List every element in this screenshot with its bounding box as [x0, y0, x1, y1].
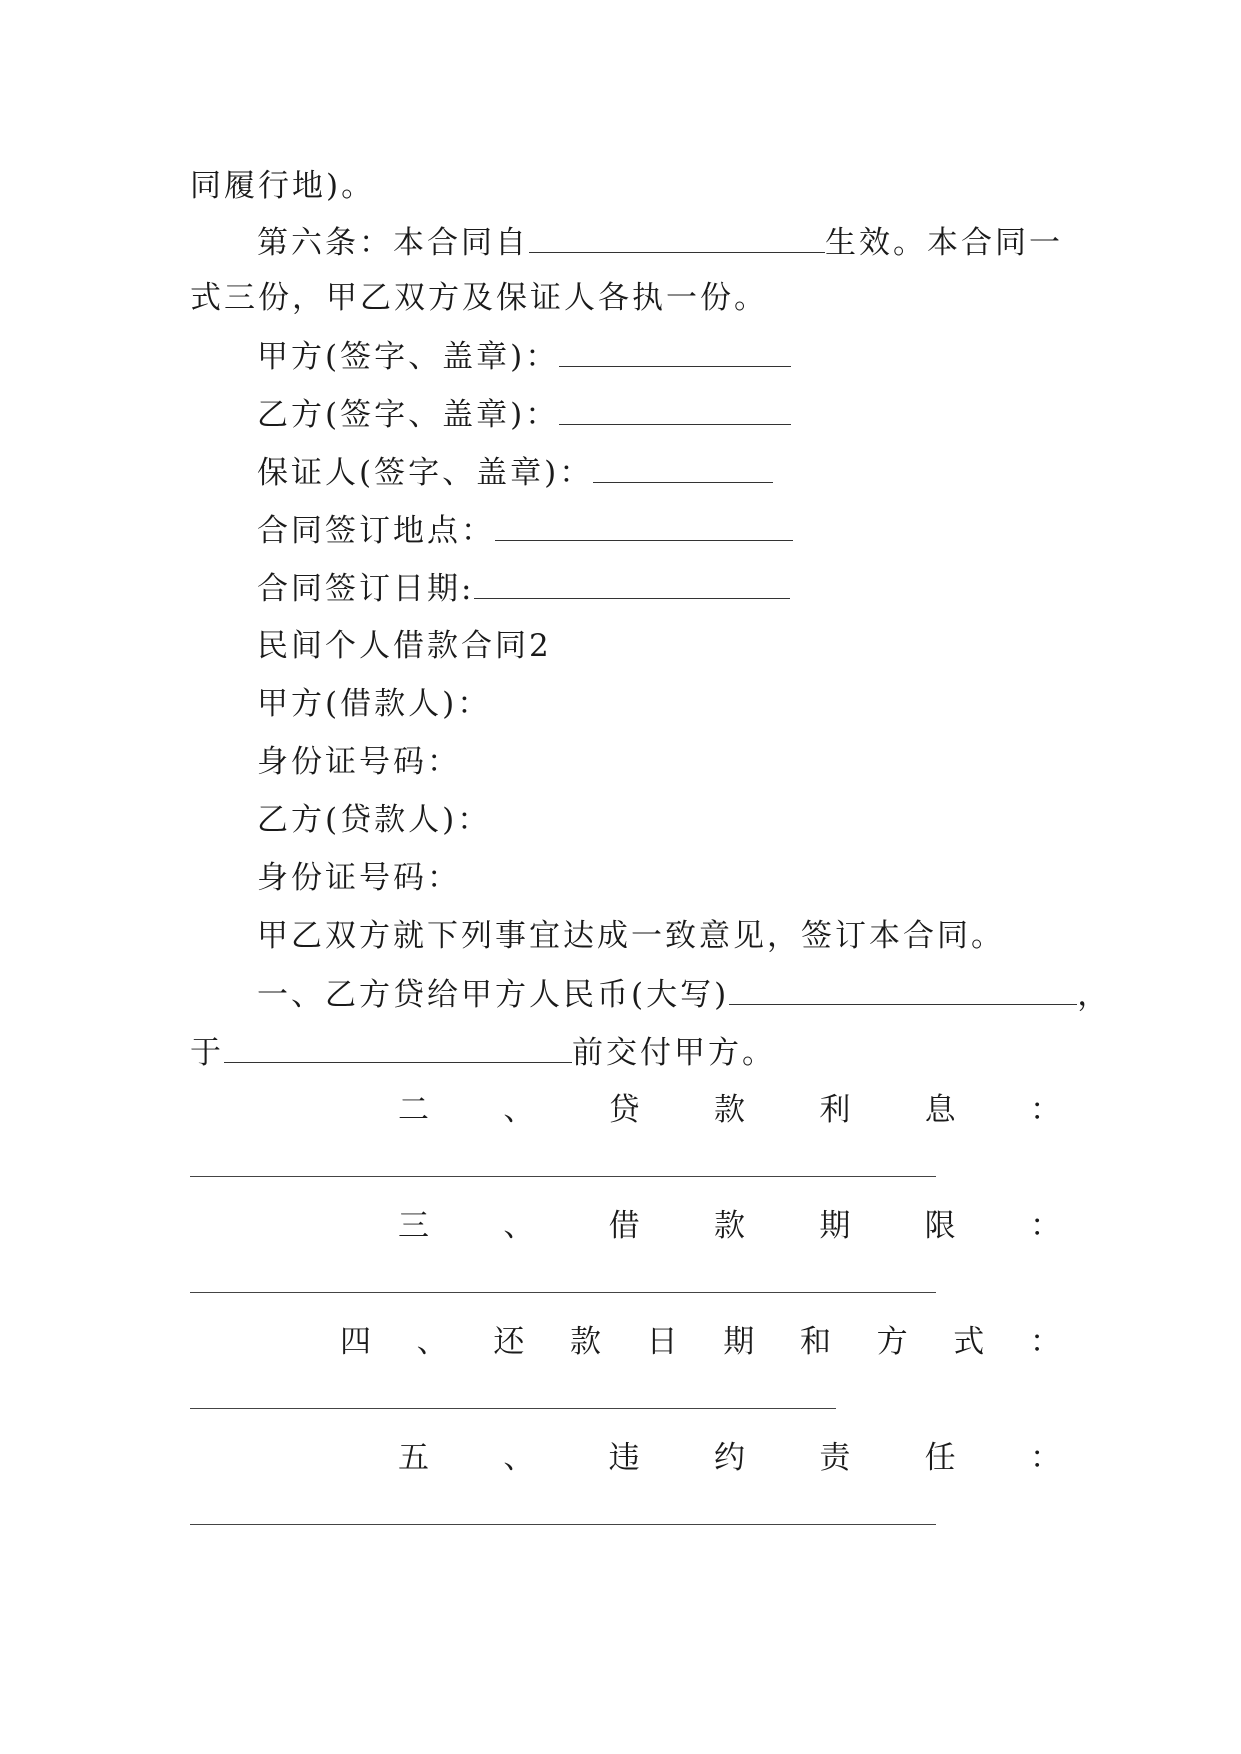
signature-blank	[559, 336, 791, 367]
signature-blank	[593, 452, 773, 483]
clause-heading-breach	[398, 1438, 1061, 1478]
signature-blank	[559, 394, 791, 425]
text-fragment: 合同签订地点：	[257, 513, 495, 549]
payment-date-blank	[224, 1032, 572, 1063]
text-fragment: 前交付甲方。	[572, 1035, 776, 1071]
text-fragment: 合同签订日期:	[257, 571, 475, 607]
text-fragment: 同履行地)。	[190, 168, 376, 204]
fill-in-rule	[190, 1292, 936, 1293]
text-fragment: 第六条：本合同自	[257, 225, 529, 261]
text-fragment: 甲方(借款人)：	[257, 686, 492, 722]
signing-date-blank	[474, 568, 790, 599]
heading-char: 利	[819, 1092, 851, 1128]
heading-char: 、	[416, 1324, 448, 1360]
text-line	[190, 166, 1061, 206]
heading-char: 五	[398, 1440, 429, 1476]
heading-char: 四	[340, 1324, 371, 1360]
heading-char: 方	[876, 1324, 908, 1360]
heading-char: 息	[924, 1092, 956, 1128]
heading-char: 任	[924, 1440, 956, 1476]
text-fragment: 保证人(签字、盖章)：	[257, 455, 594, 491]
text-fragment: 乙方(贷款人)：	[257, 802, 492, 838]
text-fragment: ，	[1077, 977, 1112, 1013]
text-fragment: 甲方(签字、盖章)：	[257, 339, 560, 375]
heading-char: 贷	[608, 1092, 640, 1128]
fill-in-rule	[190, 1524, 936, 1525]
text-fragment: 甲乙双方就下列事宜达成一致意见，签订本合同。	[257, 918, 1005, 954]
heading-char: ：	[1029, 1324, 1061, 1360]
loan-amount-blank	[729, 974, 1077, 1005]
heading-char: ：	[1029, 1208, 1061, 1244]
heading-char: 责	[819, 1440, 851, 1476]
text-line	[257, 684, 1061, 724]
heading-char: 违	[608, 1440, 640, 1476]
payment-date-line	[190, 1032, 1061, 1073]
heading-char: 三	[398, 1208, 429, 1244]
heading-char: ：	[1029, 1440, 1061, 1476]
clause-heading-repayment	[340, 1322, 1061, 1362]
text-line	[190, 278, 1061, 318]
heading-char: 款	[713, 1092, 745, 1128]
text-fragment: 民间个人借款合同2	[257, 628, 552, 664]
text-line	[257, 742, 1061, 782]
heading-char: 款	[569, 1324, 601, 1360]
clause-heading-interest	[398, 1090, 1061, 1130]
heading-char: 还	[493, 1324, 525, 1360]
text-line	[257, 858, 1061, 898]
fill-in-rule	[190, 1408, 836, 1409]
effective-date-blank	[529, 222, 825, 253]
section-title	[257, 626, 1061, 666]
signing-place-blank	[495, 510, 793, 541]
text-fragment: 式三份，甲乙双方及保证人各执一份。	[190, 280, 768, 316]
text-fragment: 于	[190, 1035, 224, 1071]
text-fragment: 身份证号码：	[257, 744, 461, 780]
heading-char: 、	[503, 1092, 535, 1128]
heading-char: 、	[503, 1440, 535, 1476]
heading-char: 二	[398, 1092, 429, 1128]
heading-char: 期	[819, 1208, 851, 1244]
text-line	[257, 222, 1061, 263]
heading-char: 和	[799, 1324, 831, 1360]
heading-char: 日	[646, 1324, 678, 1360]
fill-in-rule	[190, 1176, 936, 1177]
heading-char: 、	[503, 1208, 535, 1244]
text-line	[257, 916, 1061, 956]
signature-line-guarantor	[257, 452, 1061, 493]
signature-line-party-a	[257, 336, 1061, 377]
heading-char: 约	[713, 1440, 745, 1476]
loan-amount-line	[257, 974, 1112, 1015]
heading-char: 款	[713, 1208, 745, 1244]
clause-heading-term	[398, 1206, 1061, 1246]
text-line	[257, 800, 1061, 840]
heading-char: 借	[608, 1208, 640, 1244]
text-fragment: 生效。本合同一	[825, 225, 1063, 261]
heading-char: 限	[924, 1208, 956, 1244]
heading-char: ：	[1029, 1092, 1061, 1128]
signing-date-line	[257, 568, 1061, 609]
text-fragment: 身份证号码：	[257, 860, 461, 896]
heading-char: 式	[953, 1324, 985, 1360]
heading-char: 期	[723, 1324, 755, 1360]
text-fragment: 乙方(签字、盖章)：	[257, 397, 560, 433]
text-fragment: 一、乙方贷给甲方人民币(大写)	[257, 977, 730, 1013]
signing-place-line	[257, 510, 1061, 551]
signature-line-party-b	[257, 394, 1061, 435]
